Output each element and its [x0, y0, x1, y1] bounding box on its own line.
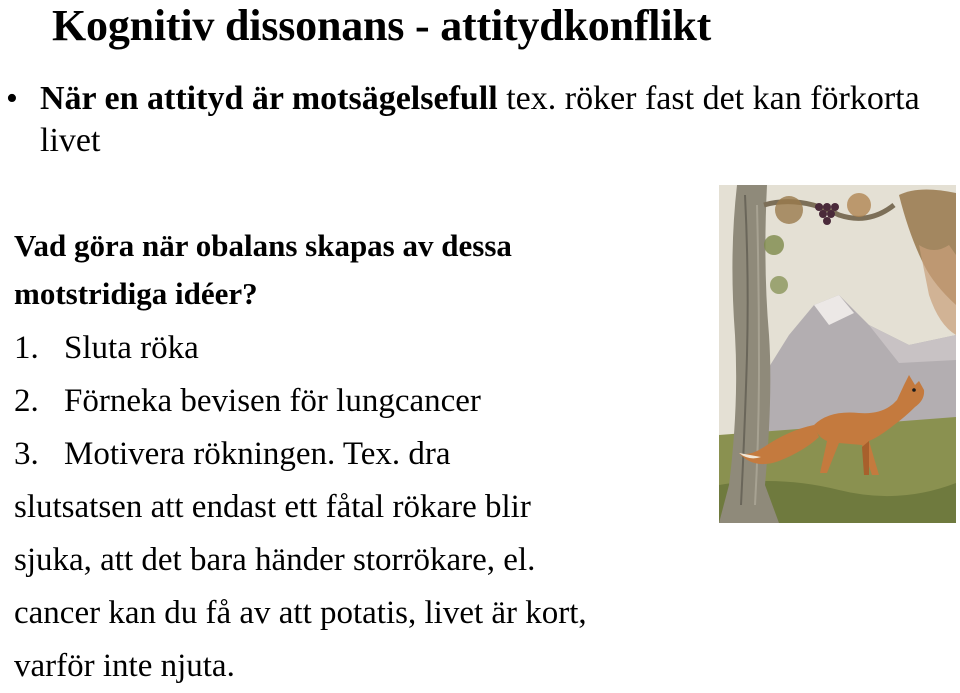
fox-and-grapes-image: [719, 185, 956, 523]
bullet-normal-text: tex. röker fast det kan förkorta livet: [40, 80, 920, 159]
option-number: 2.: [14, 383, 39, 419]
illustration-svg: [719, 185, 956, 523]
bullet-text: [40, 78, 930, 162]
continuation-line: cancer kan du få av att potatis, livet är kort,: [14, 595, 587, 631]
option-text: Motivera rökningen. Tex. dra: [64, 436, 451, 472]
option-number: 1.: [14, 330, 39, 366]
bullet-dot: •: [6, 80, 18, 117]
continuation-line: slutsatsen att endast ett fåtal rökare blir: [14, 489, 531, 525]
option-item-2: [14, 375, 774, 428]
bullet-bold-text: När en attityd är motsägelsefull: [40, 80, 498, 117]
question-heading: [14, 222, 714, 318]
option-text: Sluta röka: [64, 330, 199, 366]
question-line-2: motstridiga idéer?: [14, 276, 258, 311]
option-3-continuation: [14, 481, 774, 693]
continuation-line: varför inte njuta.: [14, 648, 235, 684]
slide-title: Kognitiv dissonans - attitydkonflikt: [52, 1, 712, 50]
option-item-3: [14, 428, 774, 481]
continuation-line: sjuka, att det bara händer storrökare, el.: [14, 542, 536, 578]
question-line-1: Vad göra när obalans skapas av dessa: [14, 228, 512, 263]
option-text: Förneka bevisen för lungcancer: [64, 383, 481, 419]
option-number: 3.: [14, 436, 39, 472]
option-item-1: [14, 322, 774, 375]
options-list: [14, 322, 774, 693]
